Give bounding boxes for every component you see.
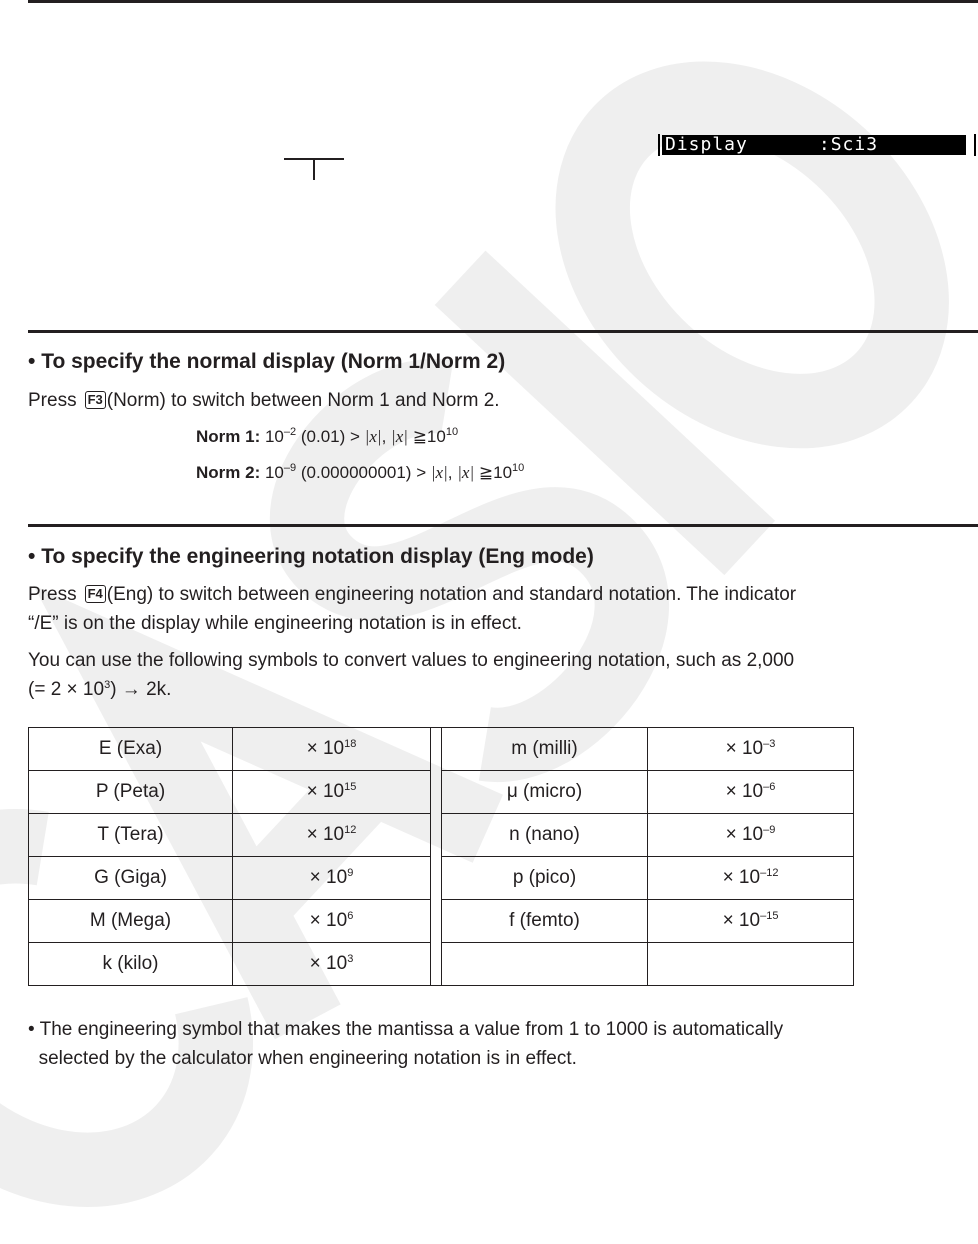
top-rule: [28, 0, 978, 3]
table-row: [29, 771, 854, 814]
multiplier-cell: × $10^3$: [233, 943, 431, 986]
symbol-cell: G (Giga): [29, 857, 233, 900]
multiplier-cell: × $10^{-15}$: [648, 900, 854, 943]
table-row: [29, 943, 854, 986]
table-row: [29, 900, 854, 943]
multiplier-cell: × $10^{-6}$: [648, 771, 854, 814]
eng-instruction: Press F4 (Eng) to switch between engineering notation and standard notation. The indicator “/E” is on the display while engineering notation is in effect.: [28, 584, 797, 634]
multiplier-cell: × $10^9$: [233, 857, 431, 900]
symbol-cell: E (Exa): [29, 728, 233, 771]
column-separator: [431, 900, 442, 943]
norm-heading: • To specify the normal display (Norm 1/Norm 2): [28, 350, 506, 373]
multiplier-cell: × $10^{12}$: [233, 814, 431, 857]
table-row: [29, 814, 854, 857]
multiplier-cell: × $10^{15}$: [233, 771, 431, 814]
table-row: [29, 857, 854, 900]
column-separator: [431, 943, 442, 986]
multiplier-cell: × $10^{-12}$: [648, 857, 854, 900]
eng-heading: • To specify the engineering notation display (Eng mode): [28, 545, 594, 568]
column-separator: [431, 857, 442, 900]
multiplier-cell: × $10^{18}$: [233, 728, 431, 771]
symbol-cell: m (milli): [442, 728, 648, 771]
column-separator: [431, 771, 442, 814]
section-rule: [28, 330, 978, 333]
multiplier-cell: × $10^6$: [233, 900, 431, 943]
multiplier-cell: [648, 943, 854, 986]
column-separator: [431, 728, 442, 771]
symbol-cell: P (Peta): [29, 771, 233, 814]
screen-line: Display :Sci3: [662, 135, 966, 155]
table-row: [29, 728, 854, 771]
symbol-cell: M (Mega): [29, 900, 233, 943]
f4-key: F4: [85, 585, 106, 603]
multiplier-cell: × $10^{-9}$: [648, 814, 854, 857]
multiplier-cell: × $10^{-3}$: [648, 728, 854, 771]
norm1-line: Norm 1: $10^{-2}$ (0.01) > |x|, |x| $≧10^{10}$: [196, 426, 459, 446]
eng-note: • The engineering symbol that makes the mantissa a value from 1 to 1000 is automatically selected by the calculator when engineering notation is in effect.: [28, 1019, 784, 1069]
norm-instruction: Press F3 (Norm) to switch between Norm 1 and Norm 2.: [28, 390, 500, 411]
norm2-line: Norm 2: $10^{-9}$ (0.000000001) > |x|, |x| $≧10^{10}$: [196, 462, 525, 482]
f3-key: F3: [85, 391, 106, 409]
column-separator: [431, 814, 442, 857]
engineering-symbols-table: [28, 727, 854, 986]
eng-symbols-text: You can use the following symbols to convert values to engineering notation, such as 2,000 (= $2 \times 10^3) \to 2k$.: [28, 650, 795, 700]
symbol-cell: [442, 943, 648, 986]
calculator-screen: [658, 134, 976, 156]
symbol-cell: k (kilo): [29, 943, 233, 986]
diagram-tick-stem: [313, 158, 315, 180]
section-rule: [28, 524, 978, 527]
symbol-cell: n (nano): [442, 814, 648, 857]
symbol-cell: T (Tera): [29, 814, 233, 857]
symbol-cell: f (femto): [442, 900, 648, 943]
symbol-cell: μ (micro): [442, 771, 648, 814]
symbol-cell: p (pico): [442, 857, 648, 900]
